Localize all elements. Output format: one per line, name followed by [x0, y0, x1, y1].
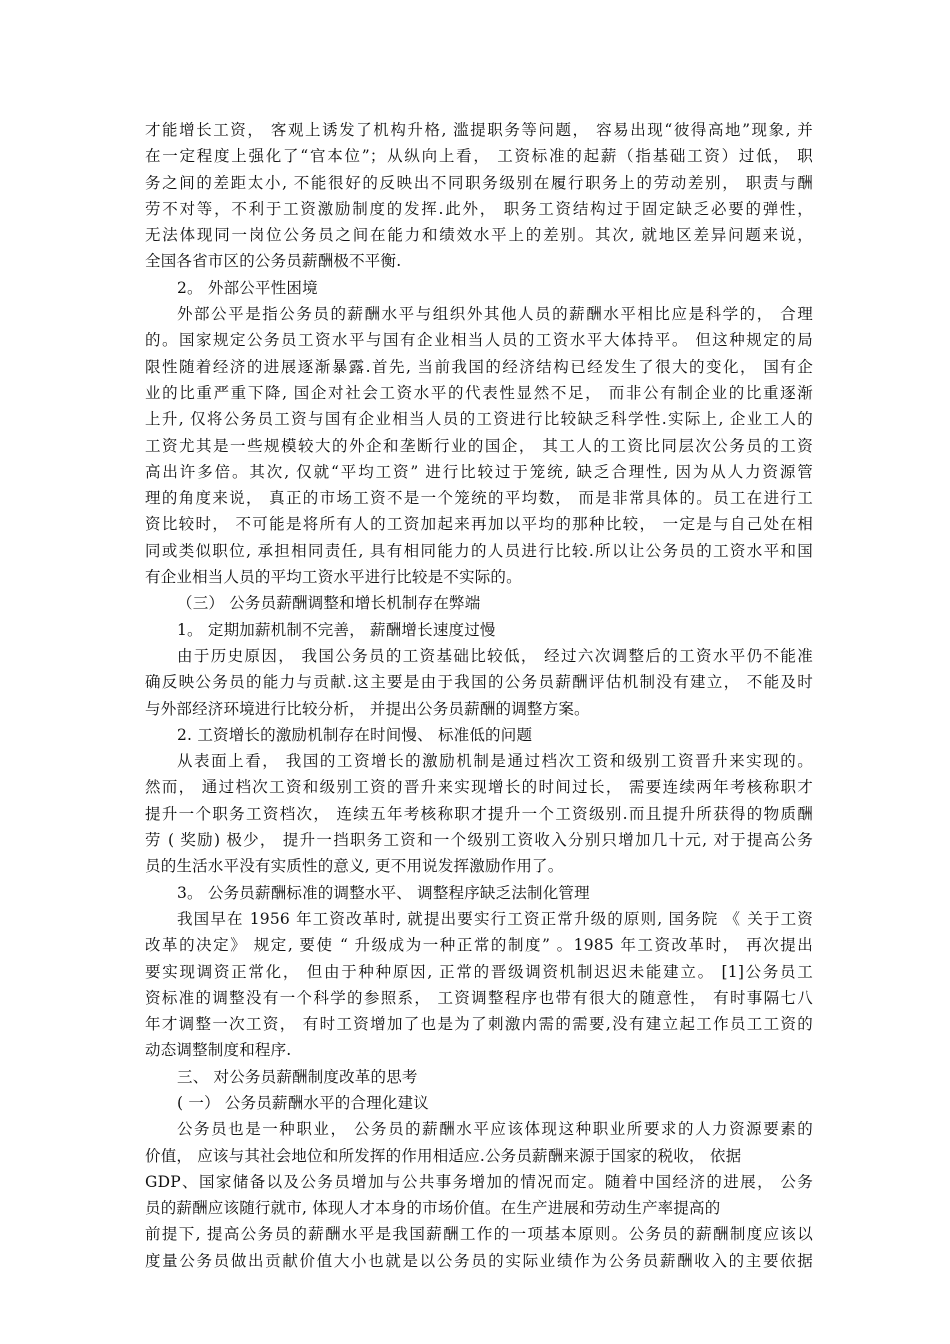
text-line: 资标准的调整没有一个科学的参照系， 工资调整程序也带有很大的随意性， 有时事隔七八 — [145, 988, 813, 1007]
text-line: 有企业相当人员的平均工资水平进行比较是不实际的。 — [145, 568, 522, 587]
text-line: 高出许多倍。其次, 仅就“平均工资” 进行比较过于笼统, 缺乏合理性, 因为从人力资源管 — [145, 462, 813, 481]
text-line: 3。 公务员薪酬标准的调整水平、 调整程序缺乏法制化管理 — [177, 883, 590, 902]
text-line: 工资尤其是一些规模较大的外企和垄断行业的国企， 其工人的工资比同层次公务员的工资 — [145, 436, 813, 455]
text-line: 前提下, 提高公务员的薪酬水平是我国薪酬工作的一项基本原则。公务员的薪酬制度应该以 — [145, 1225, 813, 1244]
text-line: 外部公平是指公务员的薪酬水平与组织外其他人员的薪酬水平相比应是科学的， 合理 — [177, 305, 813, 324]
text-line: 业的比重严重下降, 国企对社会工资水平的代表性显然不足， 而非公有制企业的比重逐渐 — [145, 383, 813, 402]
text-line: 资比较时， 不可能是将所有人的工资加起来再加以平均的那种比较， 一定是与自己处在相 — [145, 515, 813, 534]
text-line: 度量公务员做出贡献价值大小也就是以公务员的实际业绩作为公务员薪酬收入的主要依据 — [145, 1251, 813, 1270]
text-line: 公务员也是一种职业， 公务员的薪酬水平应该体现这种职业所要求的人力资源要素的 — [177, 1120, 813, 1139]
text-line: 员的生活水平没有实质性的意义, 更不用说发挥激励作用了。 — [145, 857, 564, 876]
text-line: 从表面上看， 我国的工资增长的激励机制是通过档次工资和级别工资晋升来实现的。 — [177, 752, 813, 771]
text-line: 限性随着经济的进展逐渐暴露.首先, 当前我国的经济结构已经发生了很大的变化， 国有企 — [145, 357, 813, 376]
text-line: 与外部经济环境进行比较分析， 并提出公务员薪酬的调整方案。 — [145, 699, 590, 718]
text-line: 无法体现同一岗位公务员之间在能力和绩效水平上的差别。其次, 就地区差异问题来说， — [145, 226, 813, 245]
text-line: 要实现调资正常化， 但由于种种原因, 正常的晋级调资机制迟迟未能建立。 [1]公务员工 — [145, 962, 813, 981]
text-line: 的。国家规定公务员工资水平与国有企业相当人员的工资水平大体持平。 但这种规定的局 — [145, 331, 813, 350]
text-line: 由于历史原因， 我国公务员的工资基础比较低， 经过六次调整后的工资水平仍不能准 — [177, 646, 813, 665]
text-line: 2. 工资增长的激励机制存在时间慢、 标准低的问题 — [177, 725, 533, 744]
text-line: 同或类似职位, 承担相同责任, 具有相同能力的人员进行比较.所以让公务员的工资水平和国 — [145, 541, 813, 560]
text-line: 务之间的差距太小, 不能很好的反映出不同职务级别在履行职务上的劳动差别， 职责与酬 — [145, 173, 813, 192]
text-line: GDP、国家储备以及公务员增加与公共事务增加的情况而定。随着中国经济的进展， 公务 — [145, 1172, 813, 1191]
text-line: （三） 公务员薪酬调整和增长机制存在弊端 — [177, 594, 481, 613]
text-line: 员的薪酬应该随行就市, 体现人才本身的市场价值。在生产进展和劳动生产率提高的 — [145, 1199, 721, 1218]
text-line: 动态调整制度和程序. — [145, 1041, 292, 1060]
text-line: 上升, 仅将公务员工资与国有企业相当人员的工资进行比较缺乏科学性.实际上, 企业工人的 — [145, 410, 813, 429]
text-line: 三、 对公务员薪酬制度改革的思考 — [177, 1067, 418, 1086]
text-line: 价值， 应该与其社会地位和所发挥的作用相适应.公务员薪酬来源于国家的税收， 依据 — [145, 1146, 742, 1165]
text-line: 全国各省市区的公务员薪酬极不平衡. — [145, 252, 402, 271]
text-line: 才能增长工资， 客观上诱发了机构升格, 滥提职务等问题， 容易出现“彼得高地”现象, 并 — [145, 121, 813, 139]
text-line: 2。 外部公平性困境 — [177, 278, 318, 297]
body-text — [145, 117, 813, 1274]
text-line: 劳 ( 奖励) 极少， 提升一挡职务工资和一个级别工资收入分别只增加几十元, 对于提高公务 — [145, 831, 813, 850]
text-line: 改革的决定》 规定, 要使 “ 升级成为一种正常的制度” 。1985 年工资改革时， 再次提出 — [145, 936, 813, 955]
text-line: 理的角度来说， 真正的市场工资不是一个笼统的平均数， 而是非常具体的。员工在进行工 — [145, 489, 813, 508]
text-line: 提升一个职务工资档次， 连续五年考核称职才提升一个工资级别.而且提升所获得的物质酬 — [145, 804, 813, 823]
text-line: 1。 定期加薪机制不完善， 薪酬增长速度过慢 — [177, 620, 496, 639]
text-line: 然而， 通过档次工资和级别工资的晋升来实现增长的时间过长， 需要连续两年考核称职才 — [145, 778, 813, 797]
text-line: 在一定程度上强化了“官本位”；从纵向上看， 工资标准的起薪（指基础工资）过低， 职 — [145, 147, 813, 166]
text-line: 年才调整一次工资， 有时工资增加了也是为了刺激内需的需要,没有建立起工作员工工资的 — [145, 1015, 813, 1034]
text-line: 劳不对等，不利于工资激励制度的发挥.此外， 职务工资结构过于固定缺乏必要的弹性， — [145, 199, 813, 218]
text-line: 确反映公务员的能力与贡献.这主要是由于我国的公务员薪酬评估机制没有建立， 不能及时 — [145, 673, 813, 692]
text-line: ( 一） 公务员薪酬水平的合理化建议 — [177, 1093, 430, 1112]
text-line: 我国早在 1956 年工资改革时, 就提出要实行工资正常升级的原则, 国务院 《 关于工资 — [177, 909, 813, 928]
